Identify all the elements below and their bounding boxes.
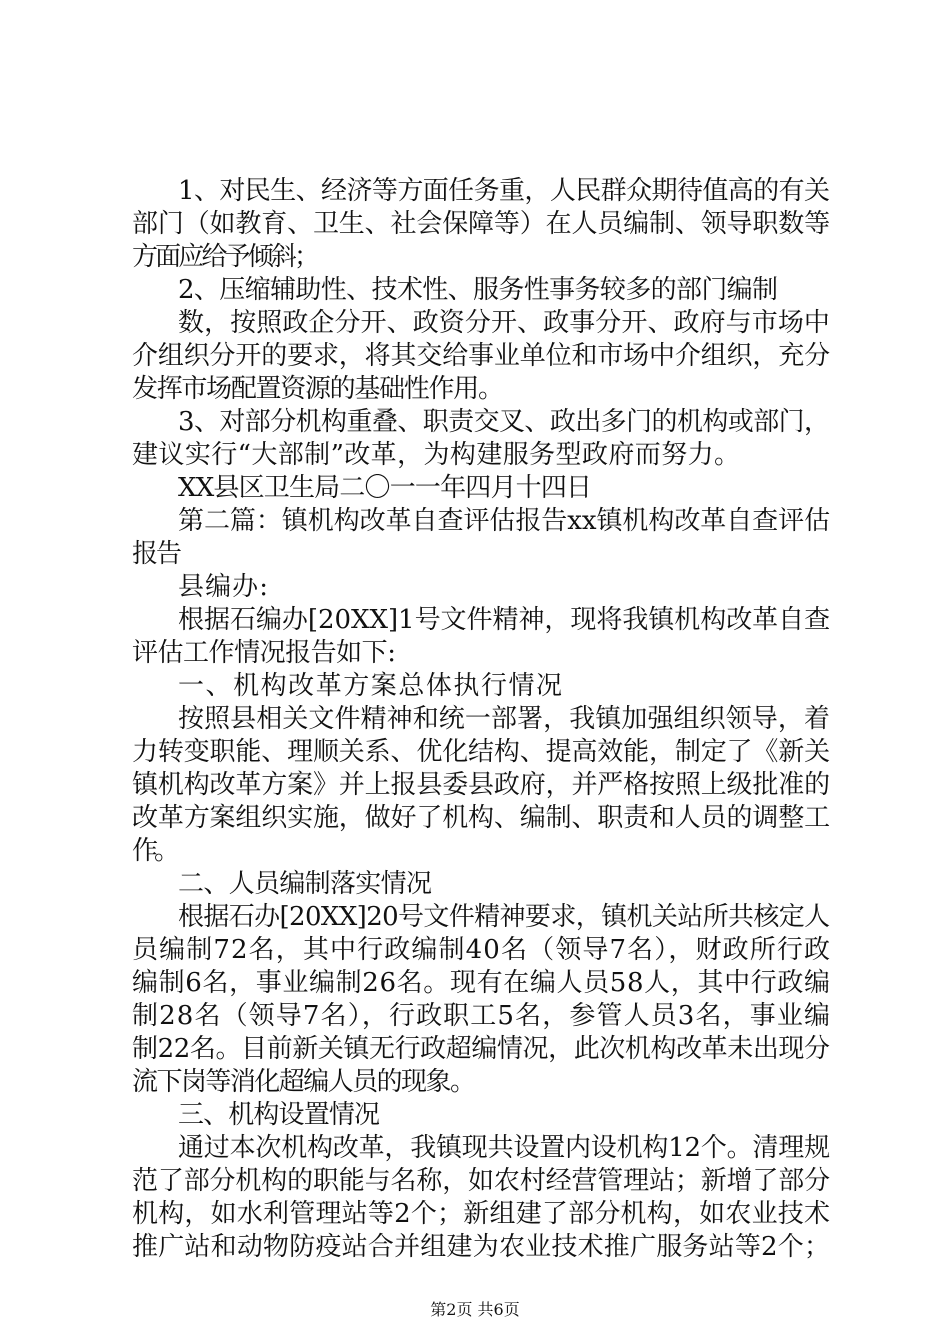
text-line: 员编制72名，其中行政编制40名（领导7名），财政所行政	[132, 935, 832, 965]
text-line: 力转变职能、理顺关系、优化结构、提高效能，制定了《新关	[132, 737, 830, 767]
text-line: 数，按照政企分开、政资分开、政事分开、政府与市场中	[178, 308, 831, 338]
text-line: 第二篇：镇机构改革自查评估报告xx镇机构改革自查评估	[178, 506, 831, 536]
text-line: 报告	[132, 539, 180, 569]
text-line: 三、机构设置情况	[178, 1100, 380, 1130]
text-line: 按照县相关文件精神和统一部署，我镇加强组织领导，着	[178, 704, 831, 734]
text-line: 机构，如水利管理站等2个；新组建了部分机构，如农业技术	[132, 1199, 831, 1229]
text-line: 流下岗等消化超编人员的现象。	[132, 1067, 475, 1097]
text-line: 制22名。目前新关镇无行政超编情况，此次机构改革未出现分	[132, 1034, 830, 1064]
text-line: 2、压缩辅助性、技术性、服务性事务较多的部门编制	[178, 275, 778, 305]
text-line: XX县区卫生局二〇一一年四月十四日	[178, 473, 592, 503]
text-line: 二、人员编制落实情况	[178, 869, 432, 899]
text-line: 介组织分开的要求，将其交给事业单位和市场中介组织，充分	[132, 341, 830, 371]
text-line: 发挥市场配置资源的基础性作用。	[132, 374, 503, 404]
page-footer: 第2页 共6页	[430, 1300, 520, 1319]
text-line: 根据石编办[20XX]1号文件精神，现将我镇机构改革自查	[178, 605, 831, 635]
text-line: 编制6名，事业编制26名。现有在编人员58人，其中行政编	[132, 968, 831, 998]
text-line: 评估工作情况报告如下:	[132, 638, 396, 668]
text-line: 改革方案组织实施，做好了机构、编制、职责和人员的调整工	[132, 803, 830, 833]
text-line: 推广站和动物防疫站合并组建为农业技术推广服务站等2个；	[132, 1232, 831, 1262]
text-line: 范了部分机构的职能与名称，如农村经营管理站；新增了部分	[132, 1166, 830, 1196]
text-line: 部门（如教育、卫生、社会保障等）在人员编制、领导职数等	[132, 209, 830, 239]
text-line: 3、对部分机构重叠、职责交叉、政出多门的机构或部门，	[178, 407, 830, 437]
text-line: 1、对民生、经济等方面任务重，人民群众期待值高的有关	[178, 176, 830, 206]
text-line: 制28名（领导7名），行政职工5名，参管人员3名，事业编	[132, 1001, 832, 1031]
text-line: 作。	[132, 836, 177, 866]
text-line: 镇机构改革方案》并上报县委县政府，并严格按照上级批准的	[132, 770, 830, 800]
text-line: 通过本次机构改革，我镇现共设置内设机构12个。清理规	[178, 1133, 830, 1163]
text-line: 一、机构改革方案总体执行情况	[178, 671, 564, 701]
text-line: 建议实行“大部制”改革，为构建服务型政府而努力。	[132, 440, 741, 470]
text-line: 方面应给予倾斜；	[132, 242, 318, 272]
text-line: 根据石办[20XX]20号文件精神要求，镇机关站所共核定人	[178, 902, 830, 932]
text-line: 县编办:	[178, 572, 270, 602]
